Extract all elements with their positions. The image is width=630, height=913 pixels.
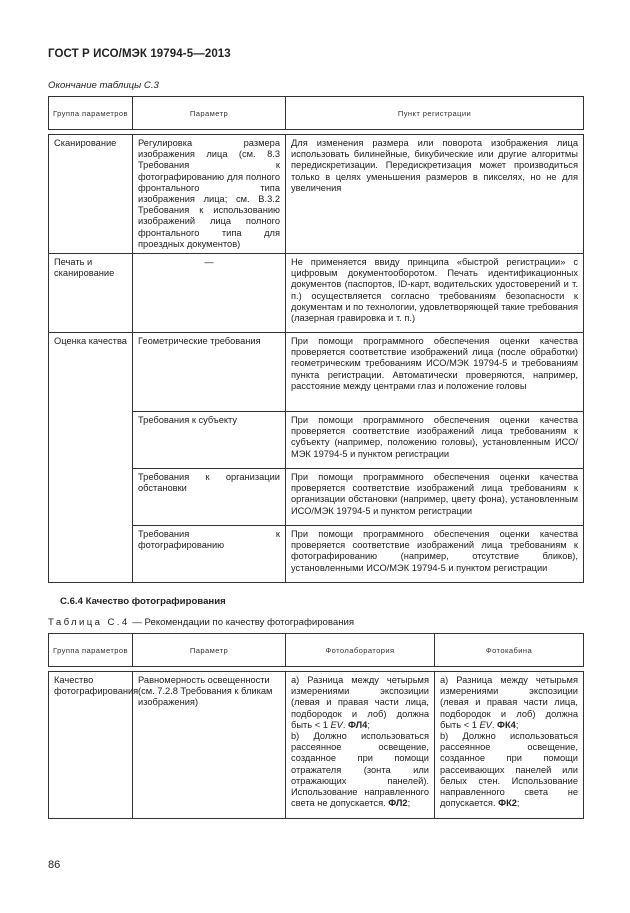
booth-item-a: a) Разница между четырьмя измерениями экспозиции (левая и правая части лица, подбородок и лоб) должна быть < 1	[440, 675, 578, 730]
cell-point: При помощи программного обеспечения оценки качества проверяется соответствие изображений лица (после обработки) геометрическим требованиям ИСО/МЭК 19794-5 и требованиям пункта регистрации. Автоматически проверяются, например, расстояние между центрами глаз и положение головы	[286, 333, 584, 412]
cell-group: Качество фотографирования	[49, 672, 133, 819]
column-header: Группа параметров	[49, 634, 133, 667]
column-header: Фотолаборатория	[286, 634, 435, 667]
column-header: Фотокабина	[435, 634, 584, 667]
column-header: Параметр	[133, 634, 286, 667]
table-header-row	[49, 97, 584, 130]
section-title: С.6.4 Качество фотографирования	[60, 596, 226, 607]
table-header-row	[49, 634, 584, 667]
booth-code-a: ФК4	[497, 719, 516, 730]
cell-point: Не применяется ввиду принципа «быстрой регистрации» с цифровым документооборотом. Печать идентификационных документов (паспортов, ID-карт, водительских удостоверений и т. п.) осуществляется согласно требованиям безопасности к документам и по технологии, удовлетворяющей такие требования (лазерная гравировка и т. п.)	[286, 254, 584, 333]
table-caption-label: Таблица С.4	[48, 617, 130, 628]
lab-code-a: ФЛ4	[348, 719, 368, 730]
cell-booth: a) Разница между четырьмя измерениями экспозиции (левая и правая части лица, подбородок и лоб) должна быть < 1 EV. ФК4; b) Должно использоваться рассеянное освещение, созданное при помощи рассеивающих панелей или белых стен. Использование направленного света не допускается. ФК2;	[435, 672, 584, 819]
lab-item-a: a) Разница между четырьмя измерениями экспозиции (левая и правая части лица, подбородок и лоб) должна быть < 1	[291, 675, 429, 730]
cell-param: Равномерность освещенности (см. 7.2.8 Требования к бликам изображения)	[133, 672, 286, 819]
table-c4	[48, 633, 584, 819]
lab-code-b: ФЛ2	[388, 798, 408, 809]
cell-point: При помощи программного обеспечения оценки качества проверяется соответствие изображений лица требованиям к фотографированию (например, отсутствие бликов), установленными ИСО/МЭК 19794-5 и пунктом регистрации	[286, 526, 584, 583]
booth-item-b: b) Должно использоваться рассеянное освещение, созданное при помощи рассеивающих панелей или белых стен. Использование направленного света не допускается.	[440, 731, 578, 809]
lab-item-b: b) Должно использоваться рассеянное освещение, созданное при помощи отражателя (зонта или отражающих панелей). Использование направленного света не допускается.	[291, 731, 429, 809]
cell-param: Требования к организации обстановки	[133, 469, 286, 526]
column-header: Параметр	[133, 97, 286, 130]
table-row	[49, 135, 584, 254]
cell-group: Оценка качества	[49, 333, 133, 583]
column-header: Пункт регистрации	[286, 97, 584, 130]
table-row	[49, 254, 584, 333]
cell-lab: a) Разница между четырьмя измерениями экспозиции (левая и правая части лица, подбородок и лоб) должна быть < 1 EV. ФЛ4; b) Должно использоваться рассеянное освещение, созданное при помощи отражателя (зонта или отражающих панелей). Использование направленного света не допускается. ФЛ2;	[286, 672, 435, 819]
table-row	[49, 333, 584, 412]
cell-point: При помощи программного обеспечения оценки качества проверяется соответствие изображений лица требованиям к организации обстановки (например, цвету фона), установленным ИСО/МЭК 19794-5 и пунктом регистрации	[286, 469, 584, 526]
column-header: Группа параметров	[49, 97, 133, 130]
cell-group: Сканирование	[49, 135, 133, 254]
cell-param: Требования к фотографированию	[133, 526, 286, 583]
ev-unit: EV	[330, 719, 343, 730]
table-c3	[48, 96, 584, 583]
cell-param: Геометрические требования	[133, 333, 286, 412]
booth-code-b: ФК2	[498, 798, 517, 809]
ev-unit: EV	[479, 719, 492, 730]
page-header: ГОСТ Р ИСО/МЭК 19794-5—2013	[48, 48, 231, 60]
table-caption	[48, 617, 354, 628]
cell-param: —	[133, 254, 286, 333]
cell-group: Печать и сканирование	[49, 254, 133, 333]
page-number: 86	[48, 859, 61, 871]
table-caption: Окончание таблицы С.3	[48, 80, 159, 91]
cell-point: При помощи программного обеспечения оценки качества проверяется соответствие изображений лица требованиям к субъекту (например, положению головы), установленным ИСО/МЭК 19794-5 и пунктом регистрации	[286, 412, 584, 469]
cell-param: Требования к субъекту	[133, 412, 286, 469]
cell-param: Регулировка размера изображения лица (см. 8.3 Требования к фотографированию для полного фронтального типа изображения лица; см. В.3.2 Требования к использованию изображений лица полного фронтального типа для проездных документов)	[133, 135, 286, 254]
table-row	[49, 672, 584, 819]
cell-point: Для изменения размера или поворота изображения лица использовать билинейные, бикубические или другие алгоритмы передискретизации. Передискретизация может производиться только в целях уменьшения размеров в пикселях, но не для увеличения	[286, 135, 584, 254]
table-caption-text: — Рекомендации по качеству фотографирования	[129, 617, 355, 628]
